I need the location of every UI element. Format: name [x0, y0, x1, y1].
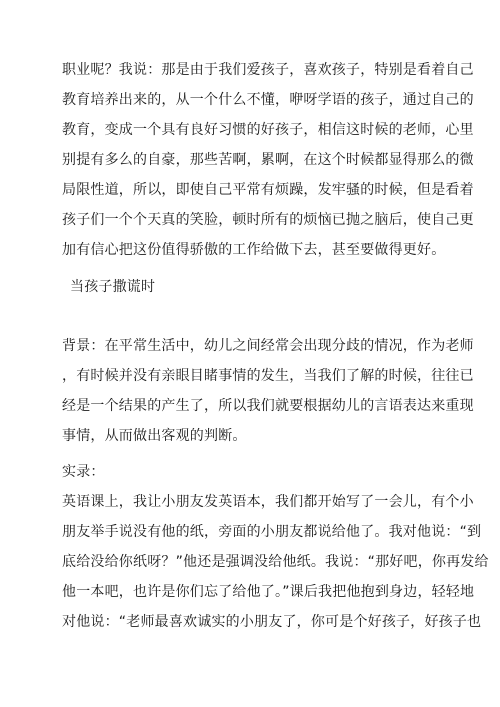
record-line: 朋友举手说没有他的纸，旁面的小朋友都说给他了。我对他说：“到	[62, 524, 482, 540]
record-label: 实录：	[62, 464, 105, 480]
background-line: 事情，从而做出客观的判断。	[62, 428, 247, 444]
paragraph-line: 孩子们一个个天真的笑脸，顿时所有的烦恼已抛之脑后，使自己更	[62, 212, 474, 228]
section-heading: 当孩子撒谎时	[70, 279, 156, 295]
paragraph-line: 教育培养出来的，从一个什么不懂，咿呀学语的孩子，通过自己的	[62, 92, 474, 108]
record-line: 底给没给你纸呀？”他还是强调没给他纸。我说：“那好吧，你再发给	[62, 554, 489, 570]
record-line: 他一本吧，也许是你们忘了给他了。”课后我把他抱到身边，轻轻地	[62, 584, 475, 600]
record-line: 对他说：“老师最喜欢诚实的小朋友了，你可是个好孩子，好孩子也	[62, 614, 482, 630]
paragraph-line: 别提有多么的自豪，那些苦啊，累啊，在这个时候都显得那么的微	[62, 152, 474, 168]
paragraph-line: 加有信心把这份值得骄傲的工作给做下去，甚至要做得更好。	[62, 242, 446, 258]
background-line: ，有时候并没有亲眼目睹事情的发生，当我们了解的时候，往往已	[62, 368, 474, 384]
background-line: 背景：在平常生活中，幼儿之间经常会出现分歧的情况，作为老师	[62, 338, 474, 354]
paragraph-line: 局限性道，所以，即使自己平常有烦躁，发牢骚的时候，但是看着	[62, 182, 474, 198]
background-line: 经是一个结果的产生了，所以我们就要根据幼儿的言语表达来重现	[62, 398, 474, 414]
paragraph-line: 教育，变成一个具有良好习惯的好孩子，相信这时候的老师，心里	[62, 122, 474, 138]
record-line: 英语课上，我让小朋友发英语本，我们都开始写了一会儿，有个小	[62, 494, 474, 510]
paragraph-line: 职业呢？我说：那是由于我们爱孩子，喜欢孩子，特别是看着自己	[62, 62, 474, 78]
